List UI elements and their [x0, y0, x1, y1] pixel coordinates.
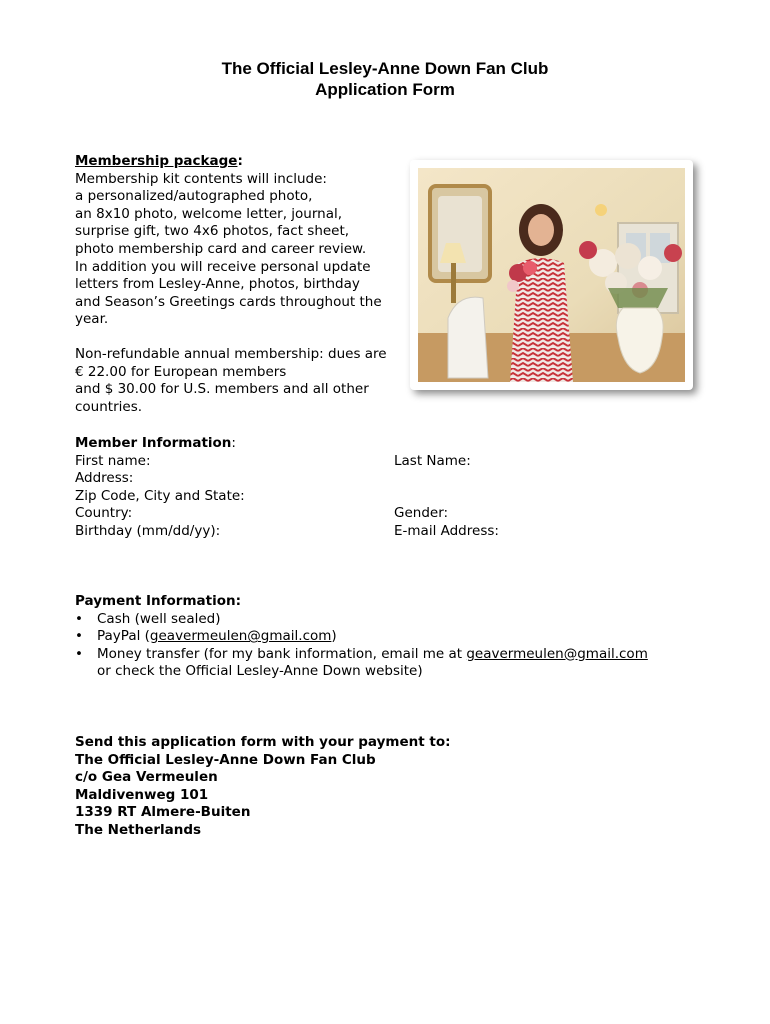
send-to-section	[75, 734, 495, 840]
title-line-1: The Official Lesley-Anne Down Fan Club	[221, 59, 549, 78]
dues-section	[75, 346, 405, 416]
paypal-suffix: )	[331, 628, 337, 645]
send-to-line: The Netherlands	[75, 821, 202, 838]
member-info-heading	[75, 435, 375, 453]
last-name-label: Last Name:	[394, 452, 471, 469]
membership-heading	[75, 153, 405, 171]
send-to-line: 1339 RT Almere-Buiten	[75, 804, 251, 821]
payment-options-list	[75, 611, 715, 681]
paypal-prefix: PayPal (	[97, 628, 150, 645]
send-to-line: The Official Lesley-Anne Down Fan Club	[75, 751, 376, 768]
birthday-label: Birthday (mm/dd/yy):	[75, 522, 221, 539]
transfer-prefix: Money transfer (for my bank information, email me at	[97, 645, 467, 662]
zip-city-state-label: Zip Code, City and State:	[75, 487, 245, 504]
payment-option-paypal	[75, 628, 715, 646]
lesley-anne-photo	[418, 168, 685, 382]
membership-line: Membership kit contents will include:	[75, 170, 327, 187]
membership-line: letters from Lesley-Anne, photos, birthday	[75, 276, 360, 293]
payment-option-cash	[75, 611, 715, 629]
dues-line: Non-refundable annual membership: dues are	[75, 346, 387, 362]
membership-line: and Season’s Greetings cards throughout the	[75, 293, 382, 310]
page-title	[0, 58, 770, 100]
send-to-line: c/o Gea Vermeulen	[75, 769, 218, 786]
bullet-icon: •	[75, 628, 83, 645]
payment-option-transfer	[75, 646, 715, 681]
address-label: Address:	[75, 470, 134, 487]
membership-line: year.	[75, 311, 109, 328]
dues-line: countries.	[75, 398, 143, 415]
email-address-label: E-mail Address:	[394, 523, 499, 539]
membership-line: surprise gift, two 4x6 photos, fact sheet,	[75, 223, 350, 240]
cash-text: Cash (well sealed)	[97, 610, 221, 627]
member-info-heading-text: Member Information	[75, 435, 232, 451]
dues-line: € 22.00 for European members	[75, 363, 287, 380]
payment-heading: Payment Information:	[75, 593, 241, 609]
first-name-label: First name:	[75, 452, 151, 469]
bullet-icon: •	[75, 610, 83, 627]
dues-line: and $ 30.00 for U.S. members and all other	[75, 381, 369, 398]
member-info-section	[75, 435, 375, 541]
membership-line: photo membership card and career review.	[75, 240, 367, 257]
payment-section	[75, 593, 715, 681]
membership-heading-text: Membership package	[75, 153, 238, 169]
bullet-icon: •	[75, 645, 83, 662]
transfer-line-2: or check the Official Lesley-Anne Down website)	[97, 663, 423, 680]
member-info-heading-colon: :	[231, 435, 236, 451]
membership-section	[75, 153, 405, 329]
photo-frame	[410, 160, 693, 390]
send-to-line: Maldivenweg 101	[75, 786, 209, 803]
membership-line: a personalized/autographed photo,	[75, 188, 313, 205]
membership-line: an 8x10 photo, welcome letter, journal,	[75, 205, 343, 222]
membership-line: In addition you will receive personal update	[75, 258, 371, 275]
send-to-line: Send this application form with your payment to:	[75, 734, 451, 750]
gender-label: Gender:	[394, 505, 449, 522]
country-label: Country:	[75, 505, 133, 522]
title-line-2: Application Form	[315, 80, 455, 99]
paypal-email-link[interactable]: geavermeulen@gmail.com	[149, 628, 332, 645]
membership-heading-colon: :	[237, 153, 243, 169]
transfer-email-link[interactable]: geavermeulen@gmail.com	[466, 645, 648, 662]
